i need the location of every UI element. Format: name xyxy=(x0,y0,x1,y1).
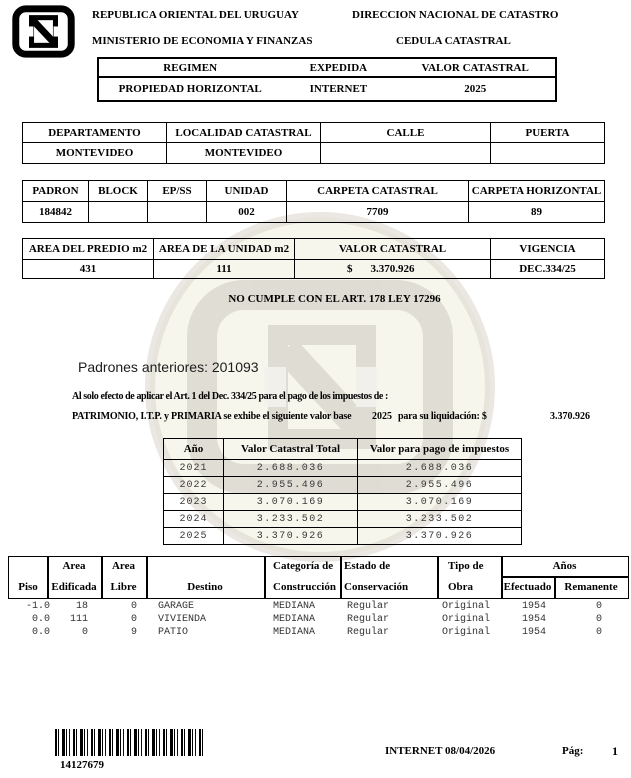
tipo-group-header: Tipo de xyxy=(448,560,484,572)
legal-notice: NO CUMPLE CON EL ART. 178 LEY 17296 xyxy=(228,293,441,305)
tax-note-line1: Al solo efecto de aplicar el Art. 1 del Dec. 334/25 para el pago de los impuestos de : xyxy=(72,391,388,402)
remanente-header: Remanente xyxy=(564,581,618,593)
expedida-value: INTERNET xyxy=(309,83,368,95)
carpeta-horizontal-header: CARPETA HORIZONTAL xyxy=(471,185,602,197)
table-row xyxy=(164,510,521,527)
vigencia-value: DEC.334/25 xyxy=(519,263,576,275)
edificada-header: Edificada xyxy=(51,581,97,593)
anio-value: 2021 xyxy=(164,460,224,476)
area-libre-group-header: Area xyxy=(111,560,135,572)
puerta-header: PUERTA xyxy=(525,126,570,139)
estado-cell: Regular xyxy=(347,601,390,612)
table-row xyxy=(164,527,521,544)
vigencia-header: VIGENCIA xyxy=(519,243,576,255)
valor-impuestos-value: 3.233.502 xyxy=(405,513,474,525)
anio-value: 2023 xyxy=(164,494,224,510)
destino-cell: GARAGE xyxy=(158,601,195,612)
libre-cell: 0 xyxy=(130,601,137,612)
unidad-value: 002 xyxy=(207,202,287,222)
remanente-cell: 0 xyxy=(595,601,602,612)
valor-impuestos-header: Valor para pago de impuestos xyxy=(369,443,510,455)
edificada-cell: 0 xyxy=(81,627,88,638)
agency-name: DIRECCION NACIONAL DE CATASTRO xyxy=(352,9,559,21)
remanente-cell: 0 xyxy=(595,614,602,625)
carpeta-catastral-value: 7709 xyxy=(287,202,469,222)
valor-total-value: 2.955.496 xyxy=(224,477,358,493)
valor-total-value: 3.070.169 xyxy=(224,494,358,510)
valor-total-value: 2.688.036 xyxy=(224,460,358,476)
issue-channel-date: INTERNET 08/04/2026 xyxy=(385,745,496,757)
categoria-cell: MEDIANA xyxy=(273,614,316,625)
tax-note-line2b: para su liquidación: $ xyxy=(398,411,487,422)
obra-header: Obra xyxy=(448,581,474,593)
calle-value xyxy=(321,143,491,163)
padron-value: 184842 xyxy=(23,202,89,222)
anio-header: Año xyxy=(164,439,224,459)
barcode-number: 14127679 xyxy=(60,759,104,771)
block-header: BLOCK xyxy=(89,181,148,201)
localidad-header: LOCALIDAD CATASTRAL xyxy=(167,123,321,142)
efectuado-header: Efectuado xyxy=(503,581,552,593)
edificada-cell: 111 xyxy=(69,614,88,625)
table-row xyxy=(23,123,604,143)
valor-catastral-cell xyxy=(295,260,491,278)
regimen-header: REGIMEN xyxy=(163,61,218,74)
org-name: REPUBLICA ORIENTAL DEL URUGUAY xyxy=(92,9,299,21)
libre-header: Libre xyxy=(110,581,137,593)
destino-cell: PATIO xyxy=(158,627,189,638)
destino-header: Destino xyxy=(187,581,223,593)
anos-group-header: Años xyxy=(552,560,577,572)
valor-impuestos-value: 3.070.169 xyxy=(405,496,474,508)
dnc-logo-icon xyxy=(12,5,75,58)
table-row xyxy=(99,59,555,78)
table-row xyxy=(23,143,604,163)
tipo-cell: Original xyxy=(442,627,491,638)
valor-catastral-header: VALOR CATASTRAL xyxy=(295,239,491,259)
currency-symbol: $ xyxy=(347,263,353,275)
departamento-value: MONTEVIDEO xyxy=(23,143,167,163)
table-row xyxy=(23,239,604,260)
valor-total-value: 3.370.926 xyxy=(224,528,358,544)
calle-header: CALLE xyxy=(321,123,491,142)
edificada-cell: 18 xyxy=(75,601,88,612)
anio-value: 2022 xyxy=(164,477,224,493)
estado-cell: Regular xyxy=(347,614,390,625)
libre-cell: 0 xyxy=(130,614,137,625)
barcode-icon xyxy=(55,729,205,756)
categoria-cell: MEDIANA xyxy=(273,601,316,612)
valor-impuestos-value: 2.688.036 xyxy=(405,462,474,474)
table-row xyxy=(23,260,604,278)
carpeta-catastral-header: CARPETA CATASTRAL xyxy=(287,181,469,201)
regimen-table xyxy=(97,57,557,102)
area-predio-value: 431 xyxy=(23,260,154,278)
estado-cell: Regular xyxy=(347,627,390,638)
valor-total-value: 3.233.502 xyxy=(224,511,358,527)
efectuado-cell: 1954 xyxy=(521,627,546,638)
table-row xyxy=(99,78,555,100)
epss-value xyxy=(148,202,207,222)
page-number: 1 xyxy=(612,744,618,758)
categoria-group-header: Categoría de xyxy=(273,560,334,572)
table-row xyxy=(164,459,521,476)
area-unidad-header: AREA DE LA UNIDAD m2 xyxy=(154,239,295,259)
efectuado-cell: 1954 xyxy=(521,601,546,612)
block-value xyxy=(89,202,148,222)
piso-cell: -1.0 xyxy=(25,601,50,612)
table-row xyxy=(23,181,604,202)
categoria-cell: MEDIANA xyxy=(273,627,316,638)
remanente-cell: 0 xyxy=(595,627,602,638)
area-valor-table xyxy=(22,238,605,279)
tax-base-year: 2025 xyxy=(372,411,392,422)
valor-total-header: Valor Catastral Total xyxy=(224,439,358,459)
tipo-cell: Original xyxy=(442,601,491,612)
localidad-value: MONTEVIDEO xyxy=(167,143,321,163)
table-row xyxy=(164,493,521,510)
area-edificada-group-header: Area xyxy=(62,560,86,572)
padron-header: PADRON xyxy=(23,181,89,201)
valores-anuales-table xyxy=(163,438,522,545)
document-title: CEDULA CATASTRAL xyxy=(396,35,511,47)
tax-base-amount: 3.370.926 xyxy=(550,411,590,422)
table-row xyxy=(23,202,604,222)
construccion-header: Construcción xyxy=(273,581,336,593)
conservacion-header: Conservación xyxy=(344,581,409,593)
previous-padrones: Padrones anteriores: 201093 xyxy=(78,359,259,375)
area-predio-header: AREA DEL PREDIO m2 xyxy=(23,239,154,259)
page-label: Pág: xyxy=(562,745,584,757)
piso-cell: 0.0 xyxy=(31,614,50,625)
table-row xyxy=(164,476,521,493)
location-table xyxy=(22,122,605,164)
valor-impuestos-value: 3.370.926 xyxy=(405,530,474,542)
valor-catastral-value: 2025 xyxy=(464,83,487,95)
tax-note-line2: PATRIMONIO, I.T.P. y PRIMARIA se exhibe el siguiente valor base xyxy=(72,411,352,422)
piso-cell: 0.0 xyxy=(31,627,50,638)
efectuado-cell: 1954 xyxy=(521,614,546,625)
epss-header: EP/SS xyxy=(148,181,207,201)
expedida-header: EXPEDIDA xyxy=(309,61,368,74)
destino-cell: VIVIENDA xyxy=(158,614,207,625)
regimen-value: PROPIEDAD HORIZONTAL xyxy=(118,83,262,95)
construction-detail-header xyxy=(8,556,629,599)
estado-group-header: Estado de xyxy=(344,560,391,572)
divider xyxy=(501,576,628,578)
departamento-header: DEPARTAMENTO xyxy=(23,123,167,142)
valor-catastral-header: VALOR CATASTRAL xyxy=(421,61,529,74)
divider xyxy=(340,557,342,598)
unidad-header: UNIDAD xyxy=(207,181,287,201)
area-unidad-value: 111 xyxy=(154,260,295,278)
divider xyxy=(437,557,439,598)
piso-header: Piso xyxy=(18,581,38,593)
valor-catastral-value: 3.370.926 xyxy=(370,263,415,275)
puerta-value xyxy=(491,143,604,163)
divider xyxy=(264,557,266,598)
ministry-name: MINISTERIO DE ECONOMIA Y FINANZAS xyxy=(92,35,313,47)
carpeta-horizontal-value: 89 xyxy=(531,206,542,218)
valor-impuestos-value: 2.955.496 xyxy=(405,479,474,491)
anio-value: 2025 xyxy=(164,528,224,544)
libre-cell: 9 xyxy=(130,627,137,638)
tipo-cell: Original xyxy=(442,614,491,625)
anio-value: 2024 xyxy=(164,511,224,527)
table-row xyxy=(164,439,521,459)
padron-table xyxy=(22,180,605,223)
